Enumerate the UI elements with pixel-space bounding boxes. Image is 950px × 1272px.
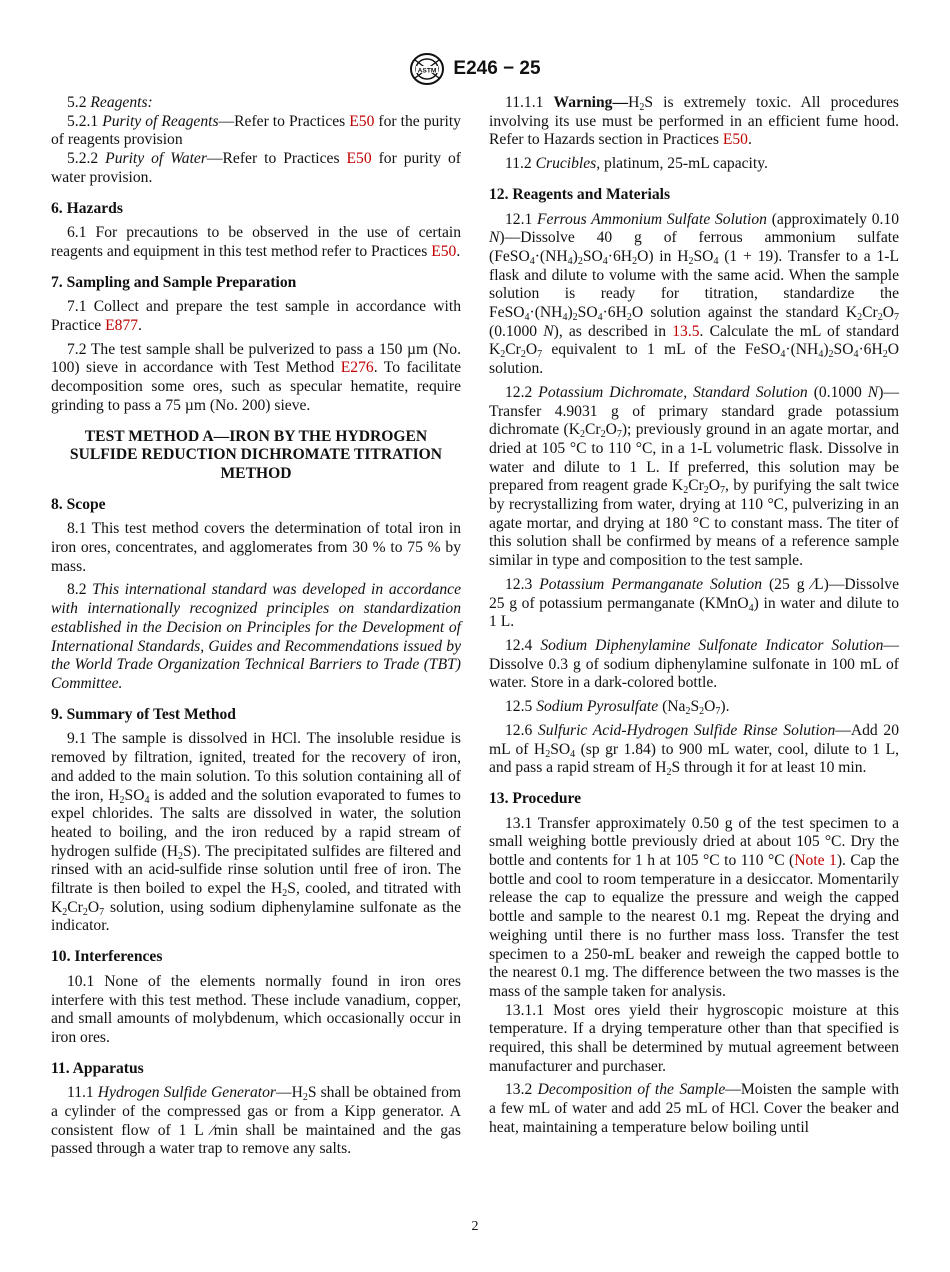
- heading-6-hazards: 6. Hazards: [51, 199, 123, 217]
- section-8-1: 8.1 This test method covers the determination of total iron in iron ores, concentrates, and agglomerates from 30 % to 75 % by mass.: [51, 520, 461, 575]
- section-11-1-1: 11.1.1 $Warning—H_2S$ is extremely toxic. All procedures involving its use must be performed in an efficient fume hood. Refer to Hazards section in Practices E50.: [489, 94, 899, 149]
- heading-10-interferences: 10. Interferences: [51, 948, 163, 966]
- ref-e50-link[interactable]: E50: [346, 150, 372, 168]
- section-13-2: 13.2 Decomposition of the Sample—Moisten the sample with a few mL of water and add 25 mL of HCl. Cover the beaker and heat, maintaining a temperature below boiling until: [489, 1081, 899, 1136]
- section-7-2: 7.2 The test sample shall be pulverized to pass a 150 µm (No. 100) sieve in accordance with Test Method E276. To facilitate decomposition some ores, such as specular hematite, require grinding to pass a 75 µm (No. 200) sieve.: [51, 340, 461, 414]
- ref-e50-link[interactable]: E50: [722, 131, 748, 149]
- ref-e877-link[interactable]: E877: [105, 317, 139, 335]
- page-header: [0, 52, 950, 91]
- heading-13-procedure: 13. Procedure: [489, 789, 582, 807]
- right-column: [489, 94, 899, 1138]
- heading-7-sampling: 7. Sampling and Sample Preparation: [51, 273, 297, 291]
- left-column: [51, 94, 461, 1159]
- heading-9-summary: 9. Summary of Test Method: [51, 705, 236, 723]
- section-10-1: 10.1 None of the elements normally found in iron ores interfere with this test method. These include vanadium, copper, and small amounts of molybdenum, which occasionally occur in iron ores.: [51, 972, 461, 1046]
- section-5-2-1: 5.2.1 Purity of Reagents—Refer to Practices E50 for the purity of reagents provision: [51, 112, 461, 149]
- document-id: E246 − 25: [453, 58, 541, 79]
- section-12-1: 12.1 Ferrous Ammonium Sulfate Solution (approximately 0.10 N)—Dissolve 40 g of ferrous ammonium sulfate $(FeSO_4\cdot(NH_4)_2SO_4\cdot 6H_2O)$ in $H_2SO_4$ (1 + 19). Transfer to a 1-L flask and dilute to volume with the same acid. When the sample solution is ready for titration, standardize the $FeSO_4\cdot(NH_4)_2SO_4\cdot 6H_2O$ solution against the standard $K_2Cr_2O_7$ (0.1000 N), as described in 13.5. Calculate the mL of standard $K_2Cr_2O_7$ equivalent to 1 mL of the $FeSO_4\cdot(NH_4)_2SO_4\cdot 6H_2O$ solution.: [489, 210, 899, 378]
- ref-e50-link[interactable]: E50: [431, 242, 457, 260]
- section-12-6: 12.6 Sulfuric Acid-Hydrogen Sulfide Rinse Solution—Add 20 mL of $H_2SO_4$ (sp gr 1.84) to 900 mL water, cool, dilute to 1 L, and pass a rapid stream of $H_2S$ through it for at least 10 min.: [489, 721, 900, 779]
- section-12-5: 12.5 Sodium Pyrosulfate $(Na_2S_2O_7)$.: [505, 698, 730, 718]
- heading-11-apparatus: 11. Apparatus: [51, 1059, 144, 1077]
- ref-e276-link[interactable]: E276: [340, 359, 374, 377]
- section-13-1: 13.1 Transfer approximately 0.50 g of the test specimen to a small weighing bottle previously dried at about 105 °C. Dry the bottle and contents for 1 h at 105 °C to 110 °C (Note 1). Cap the bottle and cool to room temperature in a desiccator. Momentarily release the cap to equalize the pressure and weigh the capped bottle and sample to the nearest 0.1 mg. Repeat the drying and weighing until there is no further mass loss. Transfer the test specimen to a 250-mL beaker and reweigh the capped bottle to the nearest 0.1 mg. The difference between the two masses is the mass of the sample taken for analysis.: [489, 814, 899, 1000]
- section-8-2: 8.2 This international standard was developed in accordance with internationally recognized principles on standardization established in the Decision on Principles for the Development of International Standards, Guides and Recommendations issued by the World Trade Organization Technical Barriers to Trade (TBT) Committee.: [51, 581, 461, 692]
- section-7-1: 7.1 Collect and prepare the test sample in accordance with Practice E877.: [51, 298, 461, 335]
- ref-note-1-link[interactable]: Note 1: [794, 852, 837, 870]
- section-9-1: 9.1 The sample is dissolved in HCl. The insoluble residue is removed by filtration, ignited, treated for the recovery of iron, and added to the main solution. To this solution containing all of the iron, $H_2SO_4$ is added and the solution evaporated to fumes to expel chlorides. The salts are dissolved in water, the solution heated to boiling, and the iron reduced by a rapid stream of hydrogen sulfide $(H_2S)$. The precipitated sulfides are filtered and rinsed with an acid-sulfide rinse solution until free of iron. The filtrate is then boiled to expel the $H_2S$, cooled, and titrated with $K_2Cr_2O_7$ solution, using sodium diphenylamine sulfonate as the indicator.: [51, 730, 462, 935]
- heading-8-scope: 8. Scope: [51, 495, 106, 513]
- astm-logo-icon: [409, 52, 445, 86]
- section-13-1-1: 13.1.1 Most ores yield their hygroscopic moisture at this temperature. If a drying temperature other than that specified is required, this shall be determined by mutual agreement between manufacturer and purchaser.: [489, 1001, 899, 1075]
- section-12-4: 12.4 Sodium Diphenylamine Sulfonate Indicator Solution—Dissolve 0.3 g of sodium diphenylamine sulfonate in 100 mL of water. Store in a dark-colored bottle.: [489, 636, 899, 692]
- section-6-1: 6.1 For precautions to be observed in the use of certain reagents and equipment in this test method refer to Practices E50.: [51, 224, 461, 260]
- page-number: 2: [471, 1219, 479, 1234]
- section-11-2: 11.2 Crucibles, platinum, 25-mL capacity.: [505, 155, 768, 173]
- section-12-2: 12.2 Potassium Dichromate, Standard Solution (0.1000 N)—Transfer 4.9031 g of primary standard grade potassium dichromate $(K_2Cr_2O_7)$; previously ground in an agate mortar, and dried at 105 °C to 110 °C, in a 1-L volumetric flask. Dissolve in water and dilute to 1 L. If preferred, this solution may be prepared from reagent grade $K_2Cr_2O_7$, by purifying the salt twice by recrystallizing from water, drying at 110 °C, pulverizing in an agate mortar, and drying at 180 °C to constant mass. The titer of this solution shall be confirmed by means of a reference sample similar in type and composition to the test sample.: [489, 383, 900, 570]
- test-method-a-title: TEST METHOD A—IRON BY THE HYDROGEN SULFIDE REDUCTION DICHROMATE TITRATION METHOD: [69, 427, 443, 482]
- heading-12-reagents: 12. Reagents and Materials: [489, 185, 671, 203]
- section-5-2-2: 5.2.2 Purity of Water—Refer to Practices E50 for purity of water provision.: [51, 150, 461, 186]
- ref-e50-link[interactable]: E50: [349, 112, 375, 130]
- section-11-1: 11.1 Hydrogen Sulfide $Generator—H_2S$ shall be obtained from a cylinder of the compressed gas or from a Kipp generator. A consistent flow of 1 L ⁄min shall be maintained and the gas passed through a water trap to remove any salts.: [51, 1084, 461, 1158]
- logo-text: ASTM: [418, 67, 437, 75]
- section-12-3: 12.3 Potassium Permanganate Solution (25 g ⁄L)—Dissolve 25 g of potassium permanganate (KMnO$_4$) in water and dilute to 1 L.: [489, 575, 899, 631]
- ref-13-5-link[interactable]: 13.5: [672, 322, 700, 340]
- section-5-2: 5.2 Reagents:: [67, 94, 153, 111]
